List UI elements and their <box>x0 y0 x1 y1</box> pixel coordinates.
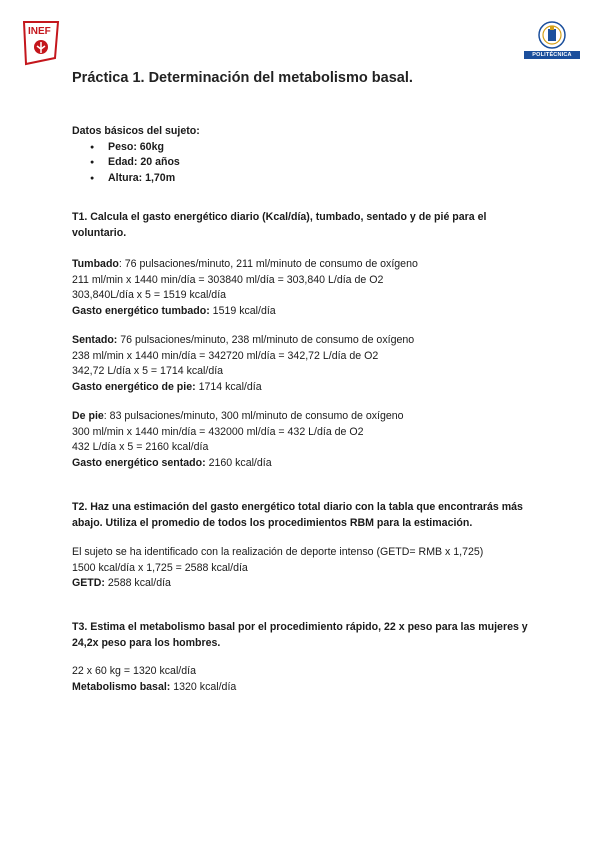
tumbado-line1: 211 ml/min x 1440 min/día = 303840 ml/día = 303,840 L/día de O2 <box>72 273 384 286</box>
t2-section <box>72 500 532 531</box>
t3-section <box>72 620 532 651</box>
sentado-intro: 76 pulsaciones/minuto, 238 ml/minuto de consumo de oxígeno <box>117 334 415 346</box>
t1-sentado <box>72 333 532 395</box>
tumbado-label: Tumbado <box>72 258 119 270</box>
inef-logo-text: INEF <box>28 26 51 37</box>
de-pie-line2: 432 L/día x 5 = 2160 kcal/día <box>72 441 209 453</box>
t2-line1: El sujeto se ha identificado con la realización de deporte intenso (GETD= RMB x 1,725) <box>72 546 484 558</box>
subject-section <box>72 124 532 186</box>
politecnica-logo <box>524 20 580 66</box>
de-pie-line1: 300 ml/min x 1440 min/día = 432000 ml/día = 432 L/día de O2 <box>72 425 364 438</box>
t3-result-value: 1320 kcal/día <box>170 680 237 693</box>
t3-question: T3. Estima el metabolismo basal por el procedimiento rápido, 22 x peso para las mujeres y 24,2x peso para los hombres. <box>72 621 528 649</box>
de-pie-intro: : 83 pulsaciones/minuto, 300 ml/minuto de consumo de oxígeno <box>103 410 404 422</box>
de-pie-result-label: Gasto energético sentado: <box>72 456 206 469</box>
t2-result-label: GETD: <box>72 577 105 589</box>
tumbado-result-label: Gasto energético tumbado: <box>72 304 210 317</box>
sentado-result-label: Gasto energético de pie: <box>72 380 196 393</box>
sentado-line1: 238 ml/min x 1440 min/día = 342720 ml/día = 342,72 L/día de O2 <box>72 349 379 362</box>
de-pie-result-value: 2160 kcal/día <box>205 456 272 469</box>
sentado-label: Sentado: <box>72 334 118 346</box>
inef-logo <box>22 20 60 66</box>
t2-result-value: 2588 kcal/día <box>104 577 171 589</box>
sentado-result-value: 1714 kcal/día <box>195 380 262 393</box>
t1-section <box>72 210 532 241</box>
tumbado-intro: : 76 pulsaciones/minuto, 211 ml/minuto de consumo de oxígeno <box>118 258 418 270</box>
subject-heading: Datos básicos del sujeto: <box>72 125 200 137</box>
de-pie-label: De pie <box>72 410 104 422</box>
t1-de-pie <box>72 409 532 471</box>
t3-answer <box>72 664 532 695</box>
politecnica-logo-text: POLITÉCNICA <box>524 51 580 59</box>
crest-icon <box>537 20 567 50</box>
t2-answer <box>72 545 532 592</box>
subject-weight: ● Peso: 60kg <box>72 140 532 156</box>
t2-question: T2. Haz una estimación del gasto energético total diario con la tabla que encontrarás más abajo. Utiliza el promedio de todos los procedimientos RBM para la estimación. <box>72 501 523 529</box>
subject-list <box>72 140 532 187</box>
t1-question: T1. Calcula el gasto energético diario (Kcal/día), tumbado, sentado y de pié para el voluntario. <box>72 211 487 239</box>
t3-result-label: Metabolismo basal: <box>72 680 171 693</box>
sentado-line2: 342,72 L/día x 5 = 1714 kcal/día <box>72 365 224 377</box>
tumbado-result-value: 1519 kcal/día <box>209 304 276 317</box>
subject-age: ● Edad: 20 años <box>72 155 532 171</box>
subject-height: ● Altura: 1,70m <box>72 171 532 187</box>
t3-line1: 22 x 60 kg = 1320 kcal/día <box>72 665 196 677</box>
t1-tumbado <box>72 257 532 319</box>
tumbado-line2: 303,840L/día x 5 = 1519 kcal/día <box>72 289 227 301</box>
page-title: Práctica 1. Determinación del metabolismo basal. <box>72 70 413 86</box>
t2-line2: 1500 kcal/día x 1,725 = 2588 kcal/día <box>72 561 248 574</box>
